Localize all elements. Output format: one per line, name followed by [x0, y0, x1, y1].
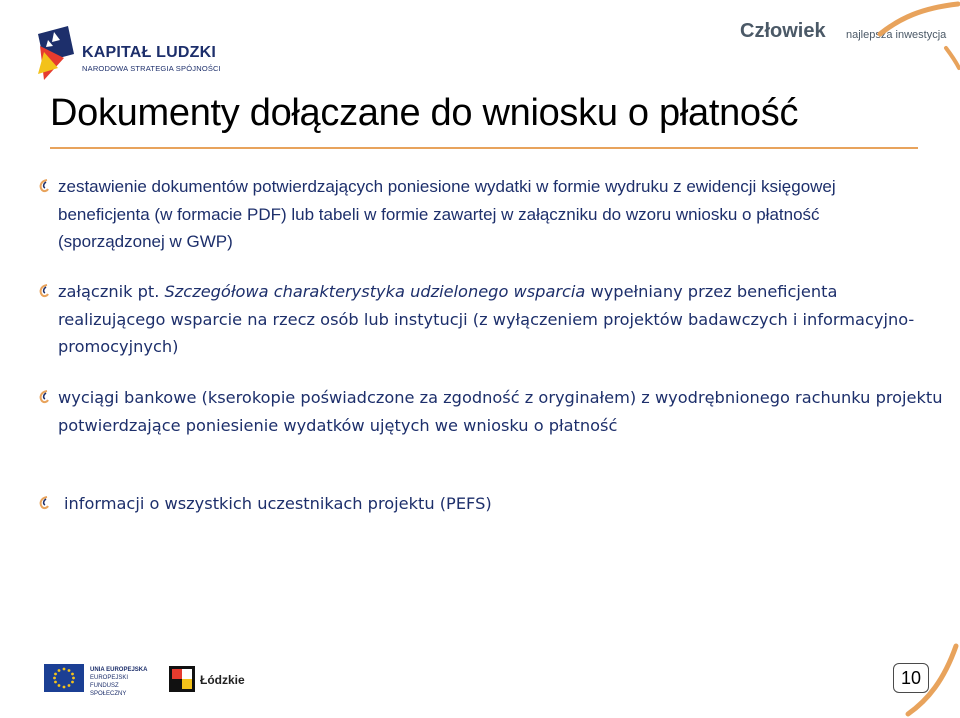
czlowiek-tagline: najlepsza inwestycja — [846, 29, 947, 41]
kapital-ludzki-subtitle: NARODOWA STRATEGIA SPÓJNOŚCI — [82, 64, 221, 73]
swirl-bullet-icon — [38, 495, 52, 511]
bullet-text: zestawienie dokumentów potwierdzających poniesione wydatki w formie wydruku z ewidencji księgowej beneficjenta (w formacie PDF) lub tabeli w formie zawartej w załączniku do wzoru wniosku o płatność (sporządzonej w GWP) — [58, 177, 836, 251]
kapital-ludzki-logo — [34, 24, 224, 82]
bullet-suffix: wypełniany przez beneficjenta realizującego wsparcie na rzecz osób lub instytucji (z wyłączeniem projektów badawczych i informacyjno-promocyjnych) — [58, 282, 915, 356]
page-number: 10 — [893, 663, 929, 693]
kapital-ludzki-mark-icon — [34, 24, 78, 82]
bullet-prefix: załącznik pt. — [58, 282, 165, 301]
decorative-swoosh-icon — [860, 0, 960, 75]
eu-text-line: EUROPEJSKI — [90, 675, 129, 681]
lodzkie-name: Łódzkie — [200, 673, 245, 687]
czlowiek-name: Człowiek — [740, 20, 826, 42]
bullet-text: wyciągi bankowe (kserokopie poświadczone za zgodność z oryginałem) z wyodrębnionego rachunku projektu potwierdzające poniesienie wydatków ujętych we wniosku o płatność — [58, 388, 943, 435]
bullet-emphasis: Szczegółowa charakterystyka udzielonego wsparcia — [164, 282, 586, 301]
swirl-bullet-icon — [38, 178, 52, 194]
kapital-ludzki-name: KAPITAŁ LUDZKI — [82, 44, 217, 61]
eu-logo — [44, 664, 154, 697]
bullet-text — [58, 278, 938, 361]
swirl-bullet-icon — [38, 389, 52, 405]
eu-text-line: FUNDUSZ SPOŁECZNY — [90, 683, 127, 697]
slide-title: Dokumenty dołączane do wniosku o płatność — [50, 92, 799, 134]
eu-flag-icon — [44, 664, 84, 692]
bullet-text: informacji o wszystkich uczestnikach projektu (PEFS) — [64, 494, 492, 513]
lodzkie-logo — [169, 666, 249, 694]
swirl-bullet-icon — [38, 283, 52, 299]
eu-text — [90, 666, 154, 698]
eu-text-line: UNIA EUROPEJSKA — [90, 667, 148, 673]
title-divider — [50, 147, 918, 149]
lodzkie-mark-icon — [169, 666, 195, 692]
